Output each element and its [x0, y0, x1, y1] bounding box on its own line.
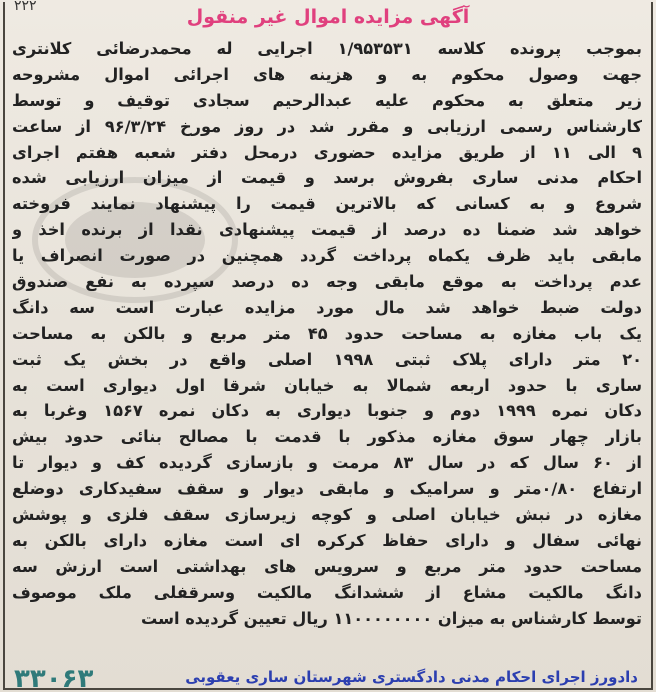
notice-body-line: یک باب مغازه به مساحت حدود ۴۵ متر مربع و بالکن به مساحت [12, 323, 642, 343]
notice-body-line: توسط کارشناس به میزان ۱۱۰۰۰۰۰۰۰۰ ریال تعیین گردیده است [141, 608, 642, 628]
notice-body-line: عدم پرداخت به موقع مابقی وجه ده درصد سپرده به نفع صندوق [12, 272, 642, 292]
notice-body-line: بازار چهار سوق مغازه مذکور با قدمت با مصالح بنائی حدود بیش [12, 427, 642, 447]
notice-body-line: بموجب پرونده کلاسه ۱/۹۵۳۵۳۱ اجرایی له محمدرضائی کلانتری [12, 39, 642, 58]
notice-body-line: ارتفاع ۰/۸۰متر و سرامیک و مابقی دیوار و سقف سفیدکاری دوضلع [12, 479, 642, 499]
notice-body-line: شروع و به کسانی که بالاترین قیمت را پیشنهاد نمایند فروخته [12, 194, 642, 214]
notice-body-line: احکام مدنی ساری بفروش برسد و قیمت از میزان ارزیابی شده [12, 168, 642, 188]
notice-body-line: خواهد شد ضمنا ده درصد از قیمت پیشنهادی نقدا از برنده اخذ و [12, 220, 642, 240]
notice-body-line: مساحت حدود متر مربع و سرویس های بهداشتی است ارزش سه [12, 556, 642, 576]
notice-body [12, 36, 642, 631]
notice-title: آگهی مزایده اموال غیر منقول [186, 6, 470, 28]
notice-body-line: جهت وصول محکوم به و هزینه های اجرائی اموال مشروحه [12, 64, 642, 84]
notice-body-line: ۹ الی ۱۱ از طریق مزایده حضوری درمحل دفتر شعبه هفتم اجرای [12, 142, 642, 162]
notice-body-line: دانگ مالکیت مشاع از ششدانگ مالکیت وسرقفلی ملک موصوف [12, 582, 642, 602]
notice-body-line: زیر متعلق به محکوم علیه عبدالرحیم سجادی توقیف و توسط [12, 90, 642, 110]
notice-body-line: کارشناس رسمی ارزیابی و مقرر شد در روز مورخ ۹۶/۳/۲۴ از ساعت [12, 116, 642, 136]
notice-footer: دادورز اجرای احکام مدنی دادگستری شهرستان ساری یعقوبی [185, 668, 638, 686]
notice-body-line: دکان نمره ۱۹۹۹ دوم و جنوبا دیواری به دکان نمره ۱۵۶۷ وغربا به [12, 401, 642, 421]
handwritten-signature: ۳۳۰۶۳ [14, 664, 94, 692]
notice-body-line: نهائی سفال و دارای حفاظ کرکره ای است مغازه دارای بالکن به [12, 530, 642, 550]
notice-body-line: ۲۰ متر دارای پلاک ثبتی ۱۹۹۸ اصلی واقع در بخش یک ثبت [12, 349, 642, 369]
corner-mark: ۲۲۲ [14, 0, 37, 14]
notice-body-line: مابقی باید ظرف یکماه پرداخت گردد همچنین در صورت انصراف یا [12, 246, 642, 266]
notice-body-line: دولت ضبط خواهد شد مال مورد مزایده عبارت است سه دانگ [12, 297, 642, 317]
notice-body-line: از ۶۰ سال که در سال ۸۳ مرمت و بازسازی گردیده کف و دیوار تا [12, 453, 642, 473]
notice-body-line: ساری با حدود اربعه شمالا به خیابان شرقا اول دیواری است به [12, 375, 642, 395]
notice-body-line: مغازه در نبش خیابان اصلی و کوچه زیرسازی سقف فلزی و پوشش [12, 505, 642, 525]
